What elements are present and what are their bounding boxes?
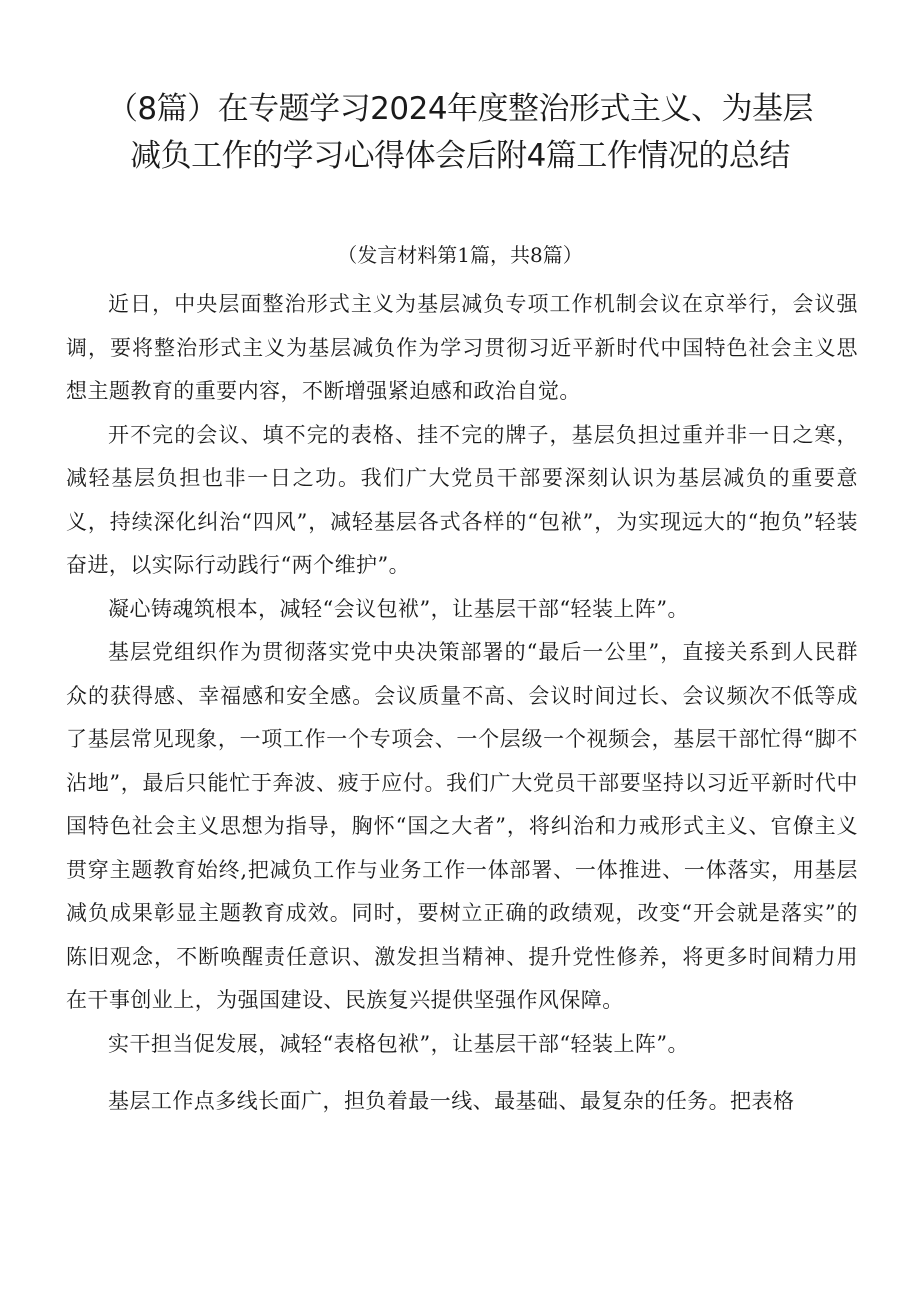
paragraph: 基层工作点多线长面广，担负着最一线、最基础、最复杂的任务。把表格 <box>108 1089 795 1113</box>
paragraph: 开不完的会议、填不完的表格、挂不完的牌子，基层负担过重并非一日之寒，减轻基层负担也非一日之功。我们广大党员干部要深刻认识为基层减负的重要意义，持续深化纠治“四风”，减轻基层各式各样的“包袱”，为实现远大的“抱负”轻装奋进，以实际行动践行“两个维护”。 <box>66 422 858 577</box>
document-title <box>60 86 860 180</box>
section-heading: 凝心铸魂筑根本，减轻“会议包袱”，让基层干部“轻装上阵”。 <box>108 596 689 621</box>
paragraph: 近日，中央层面整治形式主义为基层减负专项工作机制会议在京举行，会议强调，要将整治形式主义为基层减负作为学习贯彻习近平新时代中国特色社会主义思想主题教育的重要内容，不断增强紧迫感和政治自觉。 <box>66 292 858 403</box>
section-heading: 实干担当促发展，减轻“表格包袱”，让基层干部“轻装上阵”。 <box>108 1031 689 1056</box>
paragraph: 基层党组织作为贯彻落实党中央决策部署的“最后一公里”，直接关系到人民群众的获得感、幸福感和安全感。会议质量不高、会议时间过长、会议频次不低等成了基层常见现象，一项工作一个专项会、一个层级一个视频会，基层干部忙得“脚不沾地”，最后只能忙于奔波、疲于应付。我们广大党员干部要坚持以习近平新时代中国特色社会主义思想为指导，胸怀“国之大者”，将纠治和力戒形式主义、官僚主义贯穿主题教育始终,把减负工作与业务工作一体部署、一体推进、一体落实，用基层减负成果彰显主题教育成效。同时，要树立正确的政绩观，改变“开会就是落实”的陈旧观念，不断唤醒责任意识、激发担当精神、提升党性修养，将更多时间精力用在干事创业上，为强国建设、民族复兴提供坚强作风保障。 <box>66 640 858 1012</box>
document-title-line-1: （8篇）在专题学习2024年度整治形式主义、为基层 <box>106 91 814 127</box>
document-body <box>66 283 858 1124</box>
document-title-line-2: 减负工作的学习心得体会后附4篇工作情况的总结 <box>130 138 790 174</box>
document-subtitle: （发言材料第1篇，共8篇） <box>337 243 583 267</box>
